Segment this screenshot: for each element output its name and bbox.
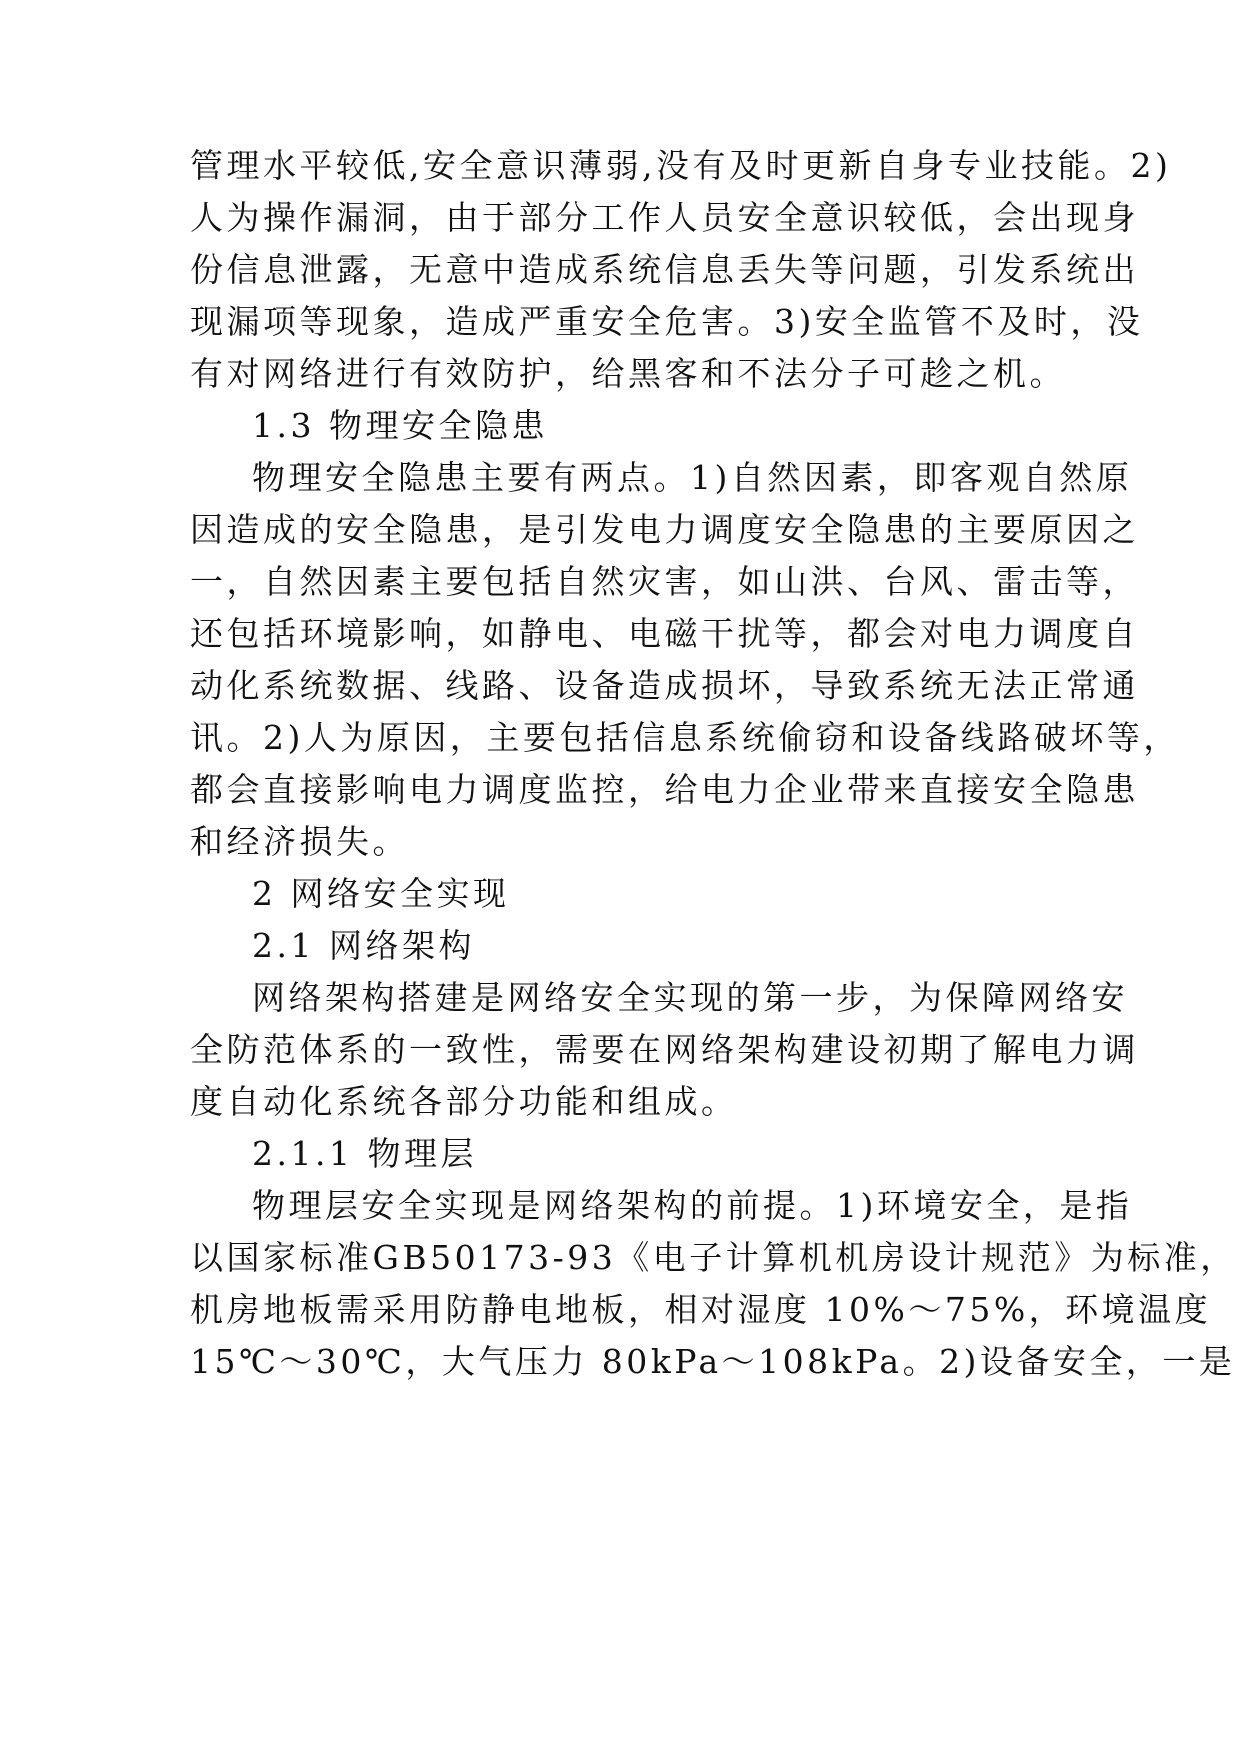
- paragraph-line: 人为操作漏洞，由于部分工作人员安全意识较低，会出现身: [190, 198, 1139, 237]
- paragraph-line: 现漏项等现象，造成严重安全危害。3)安全监管不及时，没: [190, 302, 1144, 341]
- section-heading-1-3: 1.3 物理安全隐患: [252, 406, 548, 445]
- paragraph-line: 物理层安全实现是网络架构的前提。1)环境安全，是指: [252, 1186, 1133, 1225]
- section-heading-2-1: 2.1 网络架构: [252, 926, 475, 965]
- paragraph-line: 都会直接影响电力调度监控，给电力企业带来直接安全隐患: [190, 770, 1139, 809]
- paragraph-line: 讯。2)人为原因，主要包括信息系统偷窃和设备线路破坏等，: [190, 718, 1180, 757]
- paragraph-line: 还包括环境影响，如静电、电磁干扰等，都会对电力调度自: [190, 614, 1139, 653]
- paragraph-line: 网络架构搭建是网络安全实现的第一步，为保障网络安: [252, 978, 1128, 1017]
- paragraph-line: 以国家标准GB50173-93《电子计算机机房设计规范》为标准，: [190, 1238, 1237, 1277]
- paragraph-line: 全防范体系的一致性，需要在网络架构建设初期了解电力调: [190, 1030, 1139, 1069]
- section-heading-2: 2 网络安全实现: [252, 874, 510, 913]
- paragraph-line: 有对网络进行有效防护，给黑客和不法分子可趁之机。: [190, 354, 1066, 393]
- paragraph-line: 和经济损失。: [190, 822, 409, 861]
- paragraph-line: 一，自然因素主要包括自然灾害，如山洪、台风、雷击等，: [190, 562, 1139, 601]
- paragraph-line: 管理水平较低,安全意识薄弱,没有及时更新自身专业技能。2): [190, 146, 1172, 185]
- paragraph-line: 15℃～30℃，大气压力 80kPa～108kPa。2)设备安全，一是: [190, 1342, 1236, 1381]
- paragraph-line: 因造成的安全隐患，是引发电力调度安全隐患的主要原因之: [190, 510, 1139, 549]
- paragraph-line: 动化系统数据、线路、设备造成损坏，导致系统无法正常通: [190, 666, 1139, 705]
- section-heading-2-1-1: 2.1.1 物理层: [252, 1134, 477, 1173]
- paragraph-line: 度自动化系统各部分功能和组成。: [190, 1082, 738, 1121]
- paragraph-line: 机房地板需采用防静电地板，相对湿度 10%～75%，环境温度: [190, 1290, 1212, 1329]
- paragraph-line: 份信息泄露，无意中造成系统信息丢失等问题，引发系统出: [190, 250, 1139, 289]
- paragraph-line: 物理安全隐患主要有两点。1)自然因素，即客观自然原: [252, 458, 1133, 497]
